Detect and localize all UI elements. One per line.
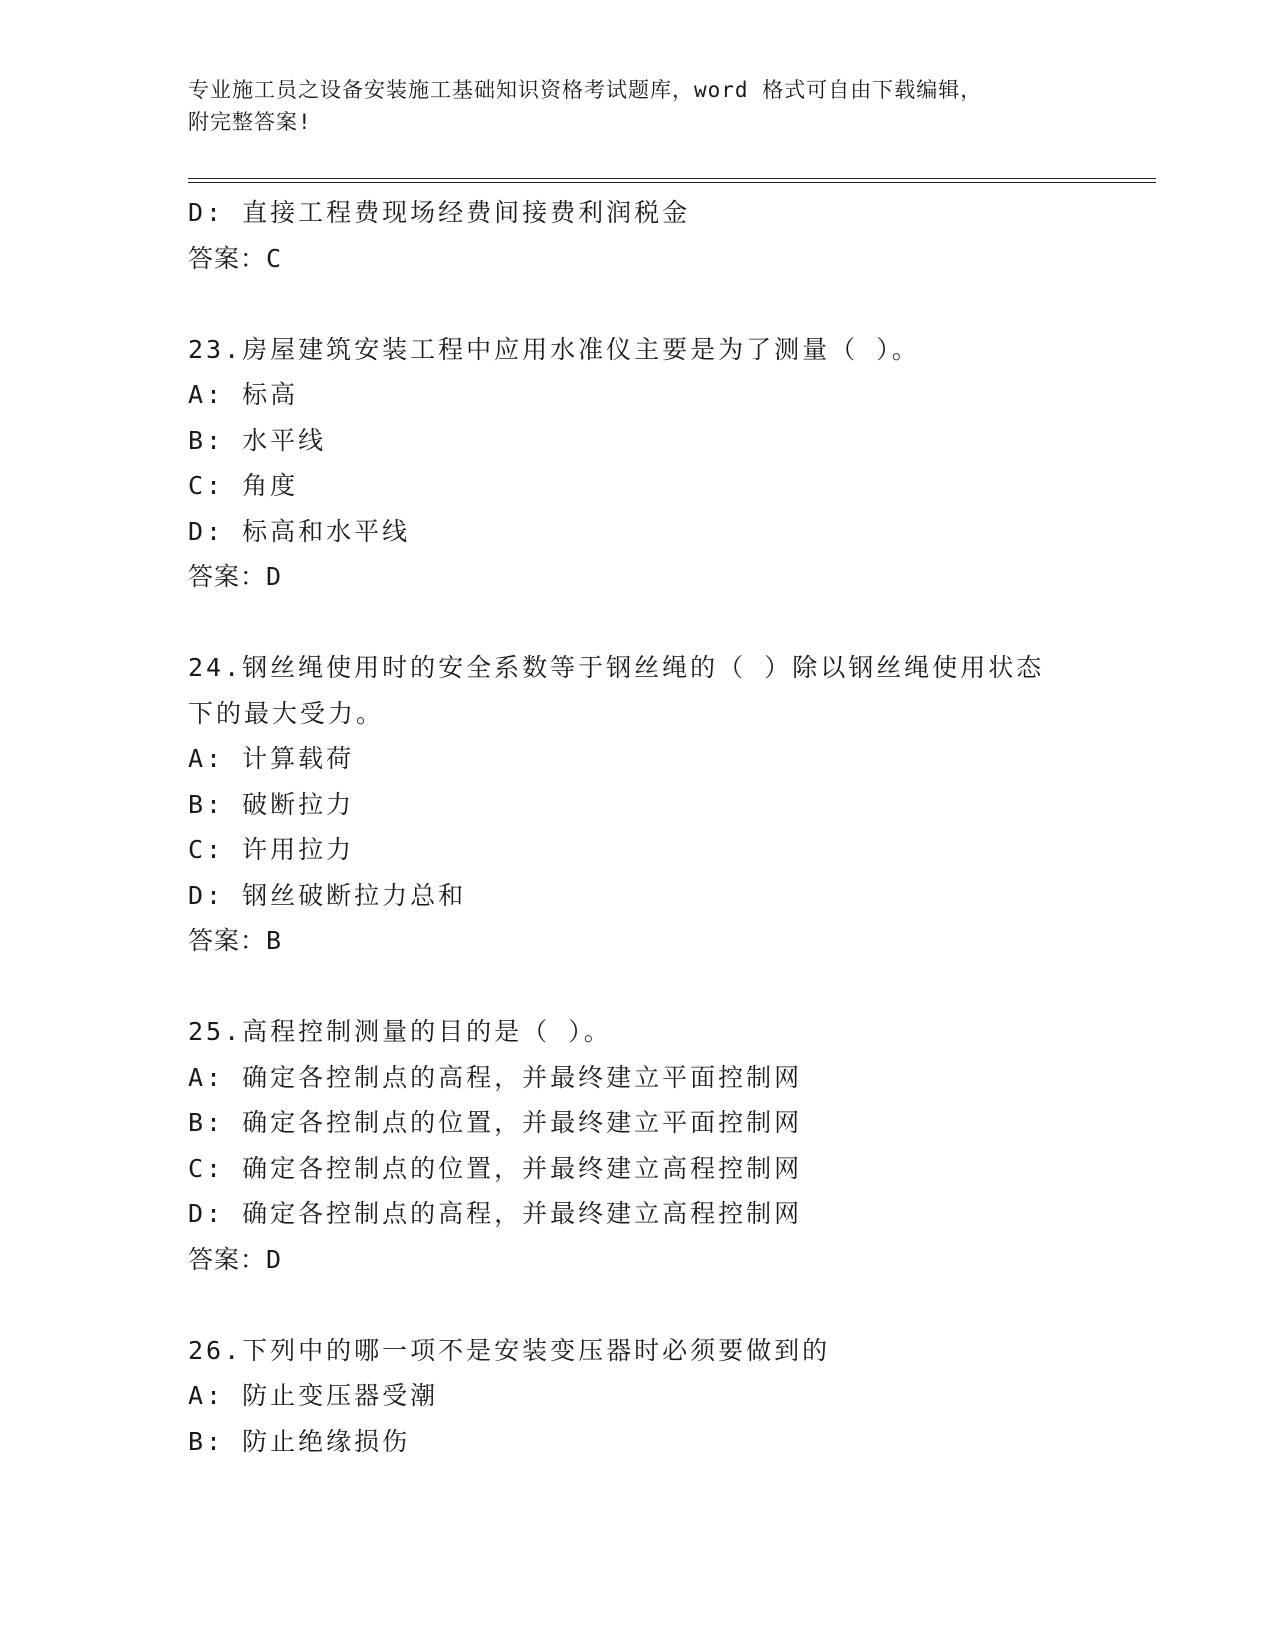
question-24 — [188, 645, 1088, 964]
option-a: A: 标高 — [188, 380, 299, 409]
option-d: D: 标高和水平线 — [188, 516, 411, 546]
option-d: D: 确定各控制点的高程，并最终建立高程控制网 — [188, 1199, 803, 1228]
question-text: 24.钢丝绳使用时的安全系数等于钢丝绳的（ ）除以钢丝绳使用状态 — [188, 653, 1045, 682]
answer: 答案：C — [188, 243, 283, 273]
option-a: A: 确定各控制点的高程，并最终建立平面控制网 — [188, 1062, 803, 1092]
option-b: B: 确定各控制点的位置，并最终建立平面控制网 — [188, 1108, 803, 1137]
spacer — [188, 964, 1088, 1010]
question-text: 25.高程控制测量的目的是（ ）。 — [188, 1017, 612, 1046]
option-c: C: 确定各控制点的位置，并最终建立高程控制网 — [188, 1153, 803, 1183]
option-b: B: 防止绝缘损伤 — [188, 1426, 411, 1456]
answer: 答案：D — [188, 562, 283, 591]
document-body — [188, 190, 1088, 1464]
spacer — [188, 600, 1088, 646]
question-23 — [188, 327, 1088, 600]
question-text-continued: 下的最大受力。 — [188, 698, 385, 728]
spacer — [188, 281, 1088, 327]
option-d: D: 钢丝破断拉力总和 — [188, 880, 467, 910]
question-25 — [188, 1009, 1088, 1282]
option-c: C: 角度 — [188, 471, 299, 500]
question-26 — [188, 1328, 1088, 1465]
question-text: 23.房屋建筑安装工程中应用水准仪主要是为了测量（ ）。 — [188, 334, 920, 364]
answer: 答案：D — [188, 1244, 283, 1274]
spacer — [188, 1282, 1088, 1328]
header-line-2: 附完整答案! — [188, 110, 312, 134]
option-a: A: 防止变压器受潮 — [188, 1381, 439, 1410]
header-divider-top — [188, 178, 1156, 179]
option-a: A: 计算载荷 — [188, 744, 355, 773]
option-b: B: 破断拉力 — [188, 789, 355, 819]
document-header — [188, 74, 1068, 138]
header-line-1: 专业施工员之设备安装施工基础知识资格考试题库，word 格式可自由下载编辑， — [188, 78, 983, 102]
answer: 答案：B — [188, 926, 283, 955]
header-divider-bottom — [188, 182, 1156, 183]
option-d: D: 直接工程费现场经费间接费利润税金 — [188, 198, 691, 227]
option-c: C: 许用拉力 — [188, 835, 355, 864]
option-b: B: 水平线 — [188, 425, 327, 455]
question-text: 26.下列中的哪一项不是安装变压器时必须要做到的 — [188, 1335, 831, 1365]
